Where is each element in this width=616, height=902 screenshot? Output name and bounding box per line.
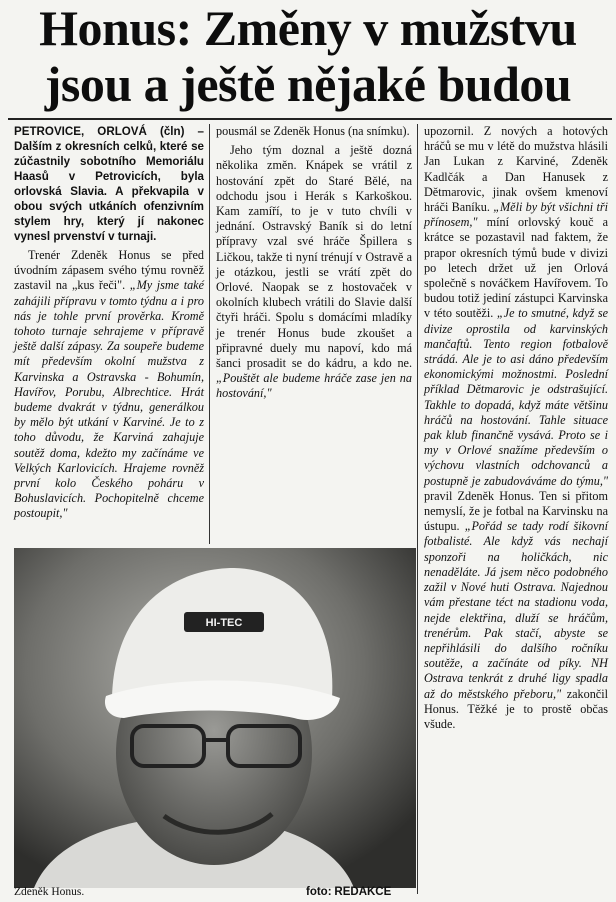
headline-line-2: jsou a ještě nějaké budou	[44, 56, 572, 112]
paragraph-quote: „Měli by být všichni tři přínosem,"	[424, 200, 608, 230]
paragraph-text: pousmál se Zdeněk Honus (na snímku).	[216, 124, 410, 138]
photo-credit	[306, 885, 391, 899]
photo-credit-name: REDAKCE	[334, 886, 392, 898]
article-paragraph	[216, 143, 412, 401]
article-column-1	[14, 124, 204, 522]
article-paragraph	[216, 124, 412, 139]
article-lead: PETROVICE, ORLOVÁ (čln) – Dalším z okresních celků, které se zúčastnily sobotního Memoriálu Haasů v Petrovicích, byla orlovská Slavia. A překvapila v obou svých utkáních ofenzivním stylem hry, který jí nakonec vynesl prvenství v turnaji.	[14, 125, 204, 243]
paragraph-text: Jeho tým doznal a ještě dozná několika změn. Knápek se vrátil z hostování zpět do Staré Bělé, na odchodu jsou i Herák s Karkoškou. Kam zamíří, to je v tuto chvíli v jednání. Ostravský Baník si do letní přípravy vzal své hráče Špillera s Ličkou, takže ti nyní trénují v Ostravě a je otázkou, jestli se vrátí zpět do Orlové. Naopak se z hostovaček v okolních klubech vrátili do Slavie další čtyři hráči. Spolu s domácími mladíky je trenér Honus bude zkoušet a připravné duely mu napoví, kdo má šanci prosadit se do kádru, a kdo ne.	[216, 143, 412, 371]
article-photo	[14, 548, 416, 888]
column-divider	[209, 124, 210, 544]
article-paragraph	[424, 124, 608, 732]
cap-logo-text: HI-TEC	[205, 617, 243, 629]
headline	[0, 0, 616, 112]
photo-caption: Zdeněk Honus.	[14, 886, 85, 898]
paragraph-text: zakončil Honus. Těžké je to prostě občas všude.	[424, 686, 608, 731]
paragraph-text: Trenér Zdeněk Honus se před úvodním zápasem svého týmu rovněž zastavil na „kus řeči".	[14, 248, 204, 293]
headline-rule	[8, 118, 612, 120]
paragraph-text: míní orlovský kouč a krátce se pozastavil nad faktem, že prapor okresních týmů bude v divizi po letech držet už jen Orlová společně s nováčkem Havířovem. To budou totiž jediní zástupci Karvinska v této soutěži.	[424, 215, 608, 321]
article-column-3	[424, 124, 608, 732]
paragraph-text: upozornil. Z nových a hotových hráčů se mu v létě do mužstva hlásili Jan Lukan z Karviné, Zdeněk Kadlčák a Dan Hanusek z Dětmarovic, jinak ovšem kmenoví hráči Baníku.	[424, 124, 608, 215]
column-divider	[417, 124, 418, 894]
headline-line-1: Honus: Změny v mužstvu	[39, 0, 577, 56]
paragraph-quote: „Je to smutné, když se divize oprostila od karvinských mančaftů. Tento region fotbalově strádá. Ale je to asi dáno především ekonomickými možnostmi. Poslední příklad Dětmarovic je odstrašující. Takhle to dopadá, když máte většinu hráčů na hostování. Tahle situace pak klub finančně vysává. Proto se i my v Orlové snažíme především o výchovu vlastních odchovanců a postupně je zabudováváme do týmu,"	[424, 306, 608, 488]
portrait-photo	[14, 548, 416, 888]
paragraph-quote: „Pouštět ale budeme hráče zase jen na hostování,"	[216, 371, 412, 401]
paragraph-quote: „Pořád se tady rodí šikovní fotbalisté. Ale když vás nechají sponzoři na holičkách, nic nenaděláte. Já jsem něco podobného zažil v Nové huti Ostrava. Najednou vám přestane téct na stadionu voda, nejde elektřina, dluží se hráčům, trenérům. Pak stačí, abyste se nepřihlásili do dalšího ročníku soutěže, a začínáte od píky. NH Ostrava tenkrát z druhé ligy spadla až do městského přeboru,"	[424, 519, 608, 701]
photo-credit-label: foto:	[306, 886, 332, 898]
article-paragraph	[14, 248, 204, 522]
paragraph-quote: „My jsme také zahájili přípravu v tomto týdnu a i pro nás je tohle první prověrka. Kromě tohoto turnaje sehrajeme v přípravě ještě další zápasy. Za soupeře budeme mít především okolní mužstva z Karvinska a Ostravska - Bohumín, Havířov, Porubu, Albrechtice. Hrát budeme dvakrát v týdnu, generálkou by mělo být utkání v Karviné. Je to z toho důvodu, že Karviná zahajuje soutěž doma, kdežto my začínáme ve Velkých Karlovicích. Hrajeme rovněž první kolo Českého poháru v Bohuslavicích. Pochopitelně chceme postoupit,"	[14, 278, 204, 521]
article-column-2	[216, 124, 412, 402]
paragraph-text: pravil Zdeněk Honus. Ten si přitom nemyslí, že je fotbal na Karvinsku na ústupu.	[424, 488, 608, 534]
